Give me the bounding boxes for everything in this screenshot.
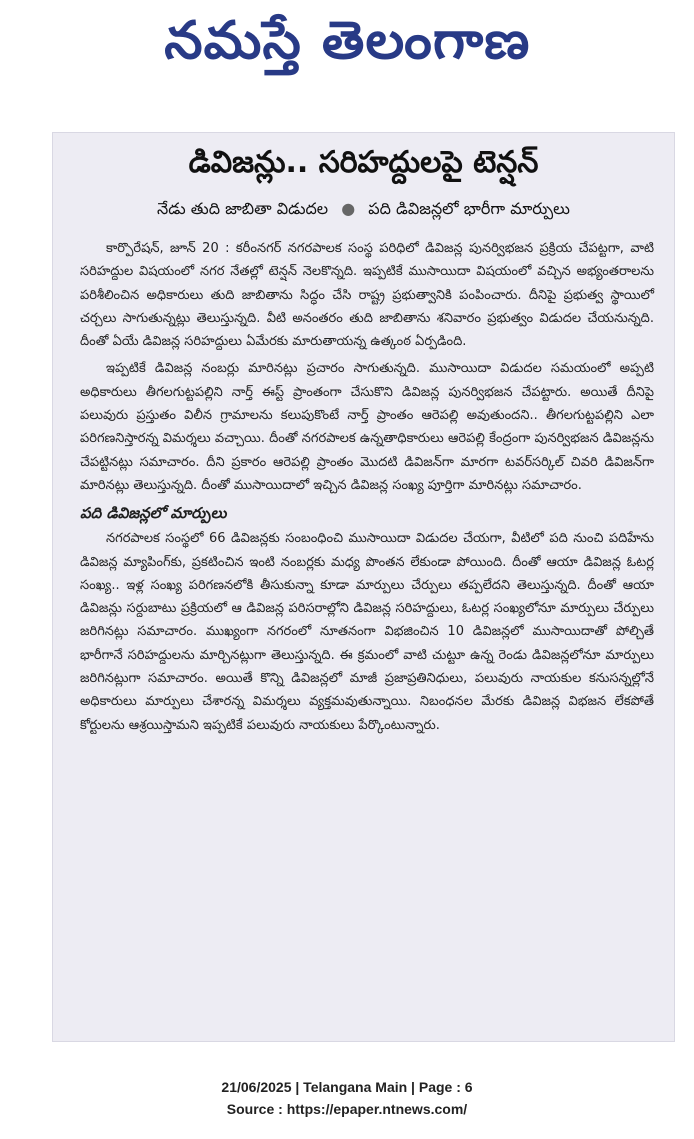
article-body: [80, 237, 654, 741]
paragraph-1: కార్పొరేషన్, జూన్ 20 : కరీంనగర్ నగరపాలక సంస్థ పరిధిలో డివిజన్ల పునర్విభజన ప్రక్రియ చేపట్టగా, వాటి సరిహద్దుల విషయంలో నగర నేతల్లో టెన్షన్ నెలకొన్నది. ఇప్పటికే ముసాయిదా విషయంలో వచ్చిన అభ్యంతరాలను పరిశీలించిన అధికారులు తుది జాబితాను సిద్ధం చేసి రాష్ట్ర ప్రభుత్వానికి పంపించారు. దీనిపై ప్రభుత్వ స్థాయిలో చర్చలు సాగుతున్నట్లు తెలుస్తున్నది. వీటి అనంతరం తుది జాబితాను శనివారం ప్రభుత్వం విడుదల చేయనున్నది. దీంతో ఏయే డివిజన్ల సరిహద్దులు ఏమేరకు మారుతాయన్న ఉత్కంఠ ఏర్పడింది.: [80, 241, 654, 350]
footer-source-link[interactable]: Source : https://epaper.ntnews.com/: [226, 1101, 468, 1117]
paragraph-3: నగరపాలక సంస్థలో 66 డివిజన్లకు సంబంధించి ముసాయిదా విడుదల చేయగా, వీటిలో పది నుంచి పదిహేను డివిజన్ల మ్యాపింగ్‌కు, ప్రకటించిన ఇంటి నంబర్లకు మధ్య పొంతన లేకుండా పోయింది. దీంతో ఆయా డివిజన్ల ఓటర్ల సంఖ్య.. ఇళ్ల సంఖ్య పరిగణనలోకి తీసుకున్నా కూడా మార్పులు చేర్పులు తప్పలేదని తెలుస్తున్నది. దీంతో ఆయా డివిజన్లు సర్దుబాటు ప్రక్రియలో ఆ డివిజన్ల పరిసరాల్లోని డివిజన్ల సరిహద్దులు, ఓటర్ల సంఖ్యలోనూ మార్పులు చేర్పులు జరిగినట్లు సమాచారం. ముఖ్యంగా నగరంలో నూతనంగా విభజించిన 10 డివిజన్లలో ముసాయిదాతో పోల్చితే భారీగానే సరిహద్దులను మార్చినట్లుగా తెలుస్తున్నది. ఈ క్రమంలో వాటి చుట్టూ ఉన్న రెండు డివిజన్లలోనూ మార్పులు జరిగినట్లుగా సమాచారం. అయితే కొన్ని డివిజన్లలో మాజీ ప్రజాప్రతినిధులు, పలువురు నాయకుల కనుసన్నల్లోనే అధికారులు మార్పులు చేశారన్న విమర్శలు వ్యక్తమవుతున్నాయి. నిబంధనల మేరకు డివిజన్ల విభజన లేకపోతే కోర్టులను ఆశ్రయిస్తామని ఇప్పటికే పలువురు నాయకులు పేర్కొంటున్నారు.: [80, 531, 654, 733]
section-heading: పది డివిజన్లలో మార్పులు: [80, 504, 227, 523]
footer-edition-info: 21/06/2025 | Telangana Main | Page : 6: [221, 1079, 473, 1095]
subhead-left: నేడు తుది జాబితా విడుదల: [157, 199, 329, 218]
paragraph-2: ఇప్పటికే డివిజన్ల నంబర్లు మారినట్లు ప్రచారం సాగుతున్నది. ముసాయిదా విడుదల సమయంలో అప్పటి అధికారులు తీగలగుట్టపల్లిని నార్త్ ఈస్ట్ ప్రాంతంగా చేసుకొని డివిజన్ల పునర్విభజన చేపట్టారు. అయితే దీనిపై పలువురు ప్రస్తుతం విలీన గ్రామాలను కలుపుకొంటే నార్త్ ప్రాంతం ఆరెపల్లి అవుతుందని.. తీగలగుట్టపల్లిని ఎలా పరిగణనిస్తారన్న విమర్శలు వచ్చాయి. దీంతో నగరపాలక ఉన్నతాధికారులు ఆరెపల్లి కేంద్రంగా పునర్విభజన డివిజన్లను చేపట్టినట్లు సమాచారం. దీని ప్రకారం ఆరెపల్లి ప్రాంతం మొదటి డివిజన్‌గా మారగా టవర్‌సర్కిల్ చివరి డివిజన్‌గా మారినట్లు తెలుస్తున్నది. దీంతో ముసాయిదాలో ఇచ్చిన డివిజన్ల సంఖ్య పూర్తిగా మారినట్లు సమాచారం.: [80, 361, 654, 493]
page-footer: [0, 1076, 694, 1120]
newspaper-logo: నమస్తే తెలంగాణ: [163, 11, 531, 71]
article-subheadline: [53, 199, 674, 222]
article-clipping: [52, 132, 675, 1042]
article-headline: డివిజన్లు.. సరిహద్దులపై టెన్షన్: [188, 145, 539, 180]
subhead-right: పది డివిజన్లలో భారీగా మార్పులు: [368, 199, 570, 218]
bullet-separator: ●: [341, 199, 356, 218]
masthead: [0, 0, 694, 95]
